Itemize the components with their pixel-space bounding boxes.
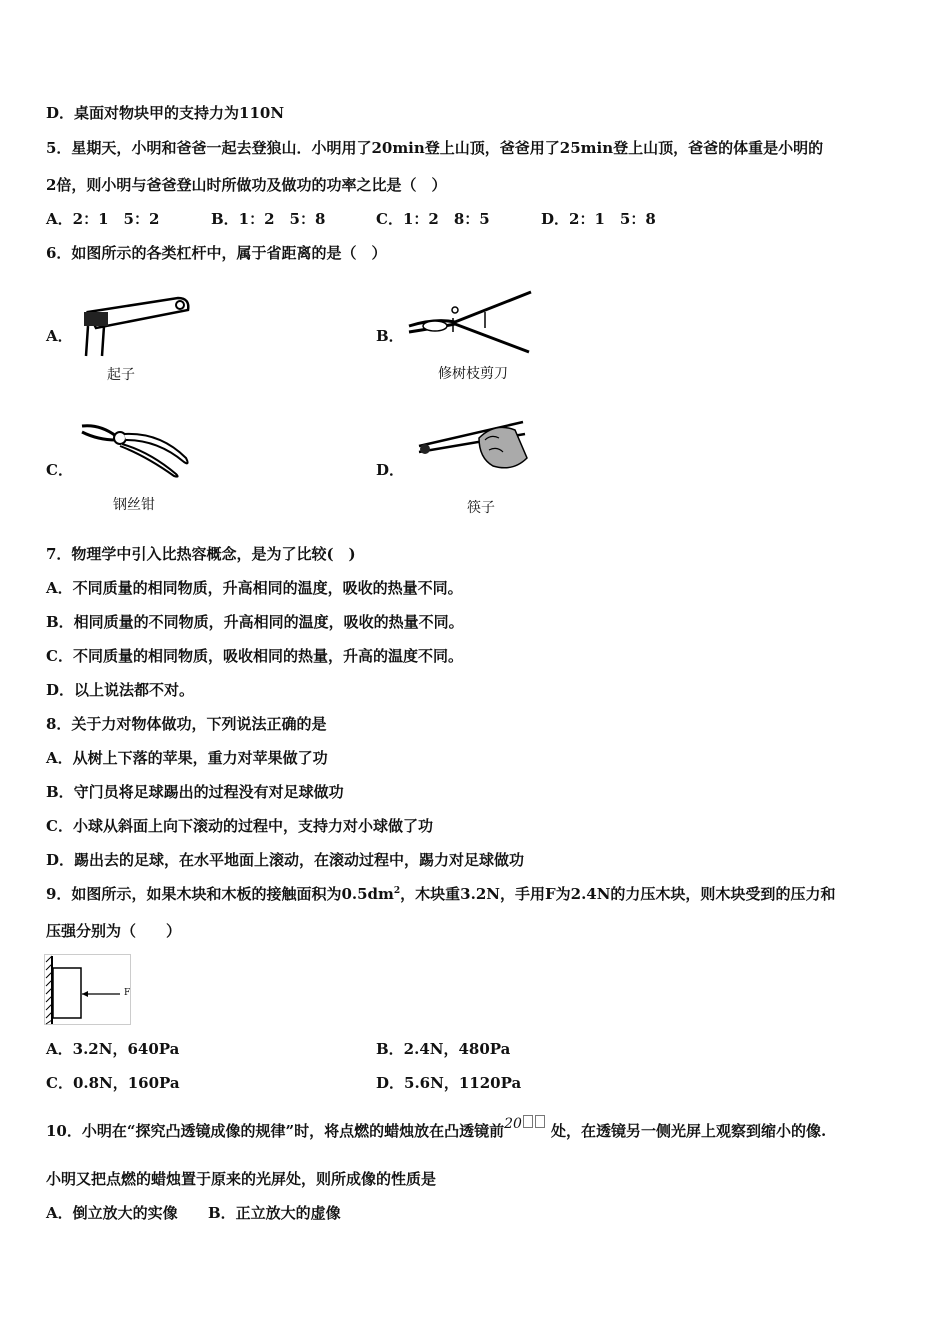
- q9-stem-part2: ，木块重3.2N，手用F为2.4N的力压木块，则木块受到的压力和: [400, 885, 836, 903]
- q5-option-d: D．2：1 5：8: [541, 210, 656, 228]
- q5-option-a: A．2：1 5：2: [46, 210, 160, 228]
- q10-stem-line2: 小明又把点燃的蜡烛置于原来的光屏处，则所成像的性质是: [46, 1170, 437, 1188]
- q7-option-d: D．以上说法都不对。: [46, 681, 195, 699]
- q10-stem-line1: [46, 1116, 827, 1142]
- q5-option-b: B．1：2 5：8: [211, 210, 326, 228]
- q9-option-a: A．3.2N，640Pa: [46, 1040, 180, 1058]
- missing-glyph-box: [523, 1115, 533, 1128]
- q7-option-b: B．相同质量的不同物质，升高相同的温度，吸收的热量不同。: [46, 613, 464, 631]
- q6-label-a: A．: [46, 327, 73, 345]
- q10-option-a: A．倒立放大的实像: [46, 1204, 178, 1222]
- q9-option-c: C．0.8N，160Pa: [46, 1074, 180, 1092]
- q7-option-c: C．不同质量的相同物质，吸收相同的热量，升高的温度不同。: [46, 647, 463, 665]
- q5-stem-line2: 2倍，则小明与爸爸登山时所做功及做功的功率之比是（ ）: [46, 176, 447, 194]
- force-label-f: F: [124, 988, 131, 998]
- q4-option-d: D．桌面对物块甲的支持力为110N: [46, 104, 285, 122]
- q10-distance-formula: 20: [504, 1116, 522, 1132]
- q9-option-d: D．5.6N，1120Pa: [376, 1074, 522, 1092]
- q10-option-b: B．正立放大的虚像: [208, 1204, 341, 1222]
- q5-stem-line1: 5．星期天，小明和爸爸一起去登狼山．小明用了20min登上山顶，爸爸用了25min登上山顶，爸爸的体重是小明的: [46, 139, 824, 157]
- q9-stem-line2: 压强分别为（ ）: [46, 922, 182, 940]
- q6-label-d: D．: [376, 461, 405, 479]
- missing-glyph-box: [535, 1115, 545, 1128]
- q8-option-d: D．踢出去的足球，在水平地面上滚动，在滚动过程中，踢力对足球做功: [46, 851, 525, 869]
- q8-option-c: C．小球从斜面上向下滚动的过程中，支持力对小球做了功: [46, 817, 433, 835]
- q6-caption-b: 修树枝剪刀: [438, 366, 508, 382]
- q5-option-c: C．1：2 8：5: [376, 210, 490, 228]
- chopsticks-figure: [415, 418, 530, 473]
- q6-caption-a: 起子: [107, 367, 135, 383]
- wire-pliers-figure: [80, 418, 195, 480]
- q9-stem-part1: 9．如图所示，如果木块和木板的接触面积为0.5dm: [46, 885, 394, 903]
- q8-option-a: A．从树上下落的苹果，重力对苹果做了功: [46, 749, 328, 767]
- q6-stem: 6．如图所示的各类杠杆中，属于省距离的是（ ）: [46, 244, 387, 262]
- q9-option-b: B．2.4N，480Pa: [376, 1040, 511, 1058]
- q9-stem-superscript: 2: [393, 886, 401, 896]
- q6-caption-d: 筷子: [467, 500, 495, 516]
- q8-stem: 8．关于力对物体做功，下列说法正确的是: [46, 715, 327, 733]
- q7-stem: 7．物理学中引入比热容概念，是为了比较( ): [46, 545, 356, 563]
- q10-stem-part2: 处，在透镜另一侧光屏上观察到缩小的像.: [550, 1122, 827, 1140]
- q6-label-b: B．: [376, 327, 404, 345]
- q10-stem-part1: 10．小明在“探究凸透镜成像的规律”时，将点燃的蜡烛放在凸透镜前: [46, 1122, 505, 1140]
- q9-stem-line1: [46, 884, 835, 904]
- pruning-shears-figure: [405, 288, 535, 358]
- q8-option-b: B．守门员将足球踢出的过程没有对足球做功: [46, 783, 344, 801]
- bottle-opener-figure: [78, 290, 198, 365]
- q6-label-c: C．: [46, 461, 73, 479]
- q6-caption-c: 钢丝钳: [113, 497, 155, 513]
- q7-option-a: A．不同质量的相同物质，升高相同的温度，吸收的热量不同。: [46, 579, 463, 597]
- block-against-wall-figure: [44, 954, 132, 1026]
